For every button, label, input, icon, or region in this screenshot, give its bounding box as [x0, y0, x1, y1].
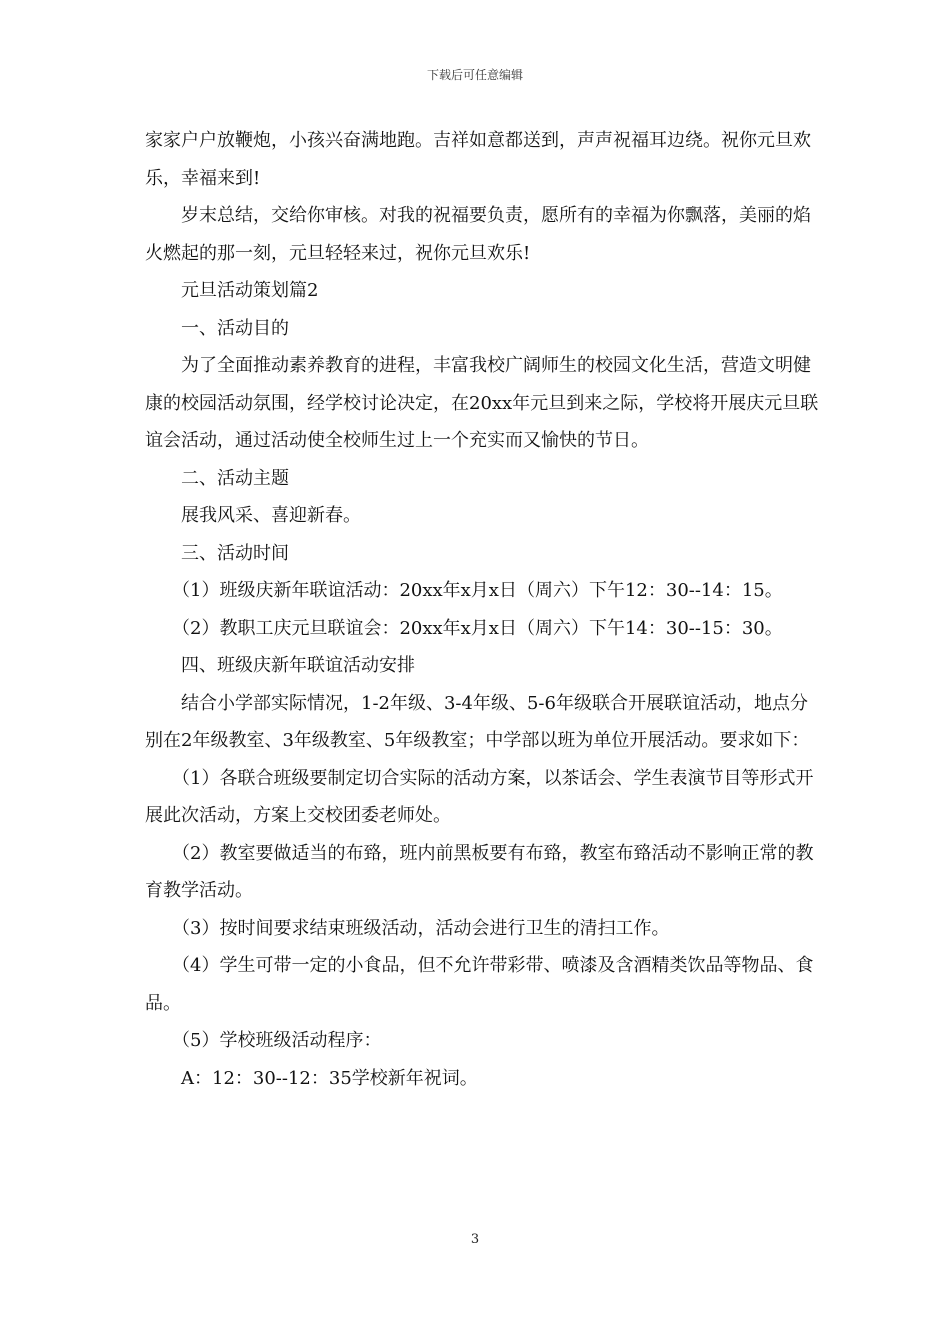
requirement-1: （1）各联合班级要制定切合实际的活动方案，以茶话会、学生表演节目等形式开展此次活动，方案上交校团委老师处。 [145, 767, 814, 826]
document-body [145, 122, 825, 1097]
requirement-5: （5）学校班级活动程序： [172, 1030, 382, 1051]
requirement-4: （4）学生可带一定的小食品，但不允许带彩带、喷漆及含酒精类饮品等物品、食品。 [145, 955, 814, 1014]
paragraph-1: 家家户户放鞭炮，小孩兴奋满地跑。吉祥如意都送到，声声祝福耳边绕。祝你元旦欢乐，幸福来到! [145, 130, 811, 189]
heading-activity-time: 三、活动时间 [181, 542, 289, 564]
heading-activity-purpose: 一、活动目的 [181, 317, 289, 339]
requirement-3: （3）按时间要求结束班级活动，活动会进行卫生的清扫工作。 [172, 917, 670, 939]
paragraph-2: 岁末总结，交给你审核。对我的祝福要负责，愿所有的幸福为你飘落，美丽的焰火燃起的那一刻，元旦轻轻来过，祝你元旦欢乐! [145, 205, 811, 264]
section-title: 元旦活动策划篇2 [181, 280, 319, 301]
heading-class-arrangement: 四、班级庆新年联谊活动安排 [181, 655, 415, 676]
paragraph-arrangement: 结合小学部实际情况，1-2年级、3-4年级、5-6年级联合开展联谊活动，地点分别在2年级教室、3年级教室、5年级教室；中学部以班为单位开展活动。要求如下： [145, 692, 810, 751]
header-note: 下载后可任意编辑 [426, 68, 523, 82]
page-number: 3 [470, 1232, 480, 1247]
heading-activity-theme: 二、活动主题 [181, 467, 289, 489]
time-item-1: （1）班级庆新年联谊活动：20xx年x月x日（周六）下午12：30--14：15。 [172, 580, 783, 601]
paragraph-purpose: 为了全面推动素养教育的进程，丰富我校广阔师生的校园文化生活，营造文明健康的校园活动氛围，经学校讨论决定，在20xx年元旦到来之际，学校将开展庆元旦联谊会活动，通过活动使全校师生过上一个充实而又愉快的节日。 [145, 355, 819, 451]
requirement-2: （2）教室要做适当的布臵，班内前黑板要有布臵，教室布臵活动不影响正常的教育教学活动。 [145, 842, 814, 901]
time-item-2: （2）教职工庆元旦联谊会：20xx年x月x日（周六）下午14：30--15：30。 [172, 617, 783, 639]
paragraph-theme: 展我风采、喜迎新春。 [181, 505, 361, 526]
program-item-a: A：12：30--12：35学校新年祝词。 [181, 1067, 478, 1089]
